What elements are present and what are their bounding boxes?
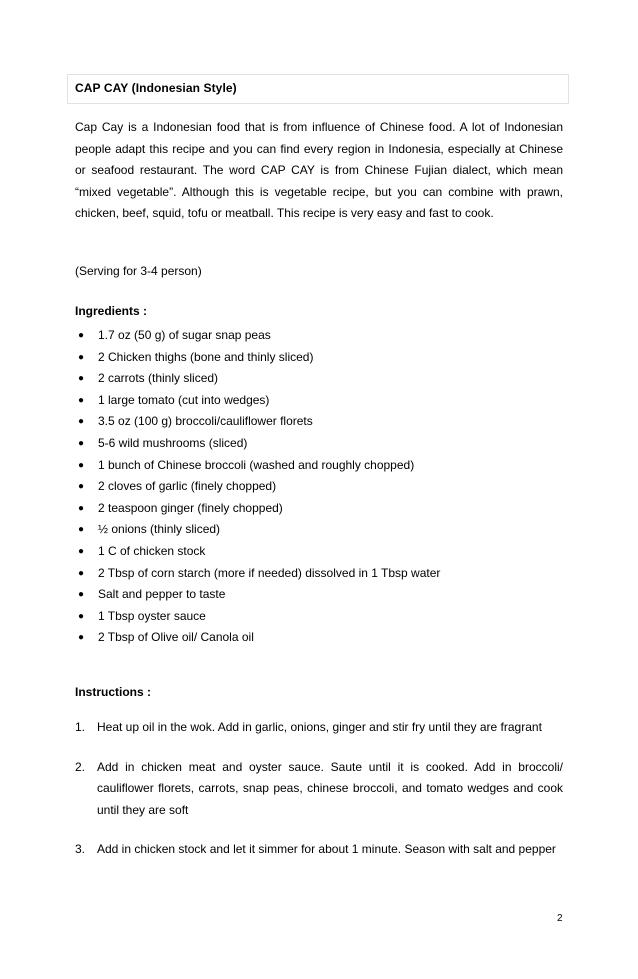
ingredient-text: 2 Tbsp of corn starch (more if needed) dissolved in 1 Tbsp water bbox=[98, 565, 441, 580]
bullet-icon: ● bbox=[78, 632, 85, 644]
bullet-icon: ● bbox=[78, 481, 85, 493]
ingredient-text: 1 C of chicken stock bbox=[98, 543, 206, 558]
step-text: Add in chicken stock and let it simmer for about 1 minute. Season with salt and pepper bbox=[97, 842, 556, 856]
step-number: 1. bbox=[75, 720, 86, 734]
ingredient-text: 2 cloves of garlic (finely chopped) bbox=[98, 479, 277, 494]
ingredient-item bbox=[75, 347, 565, 369]
intro-paragraph: Cap Cay is a Indonesian food that is from influence of Chinese food. A lot of Indonesian people adapt this recipe and you can find every region in Indonesia, especially at Chinese or seafood restaurant. The word CAP CAY is from Chinese Fujian dialect, which mean “mixed vegetable”. Although this is vegetable recipe, but you can combine with prawn, chicken, beef, squid, tofu or meatball. This recipe is very easy and fast to cook. bbox=[75, 120, 563, 220]
ingredient-text: 1 Tbsp oyster sauce bbox=[98, 608, 206, 623]
instruction-step bbox=[75, 839, 563, 861]
ingredients-list bbox=[75, 325, 565, 649]
ingredient-text: 2 teaspoon ginger (finely chopped) bbox=[98, 500, 283, 515]
instruction-step bbox=[75, 757, 563, 822]
ingredient-text: 1 large tomato (cut into wedges) bbox=[98, 392, 270, 407]
ingredient-item bbox=[75, 627, 565, 649]
step-text: Add in chicken meat and oyster sauce. Saute until it is cooked. Add in broccoli/ cauliflower florets, carrots, snap peas, chinese broccoli, and tomato wedges and cook until they are soft bbox=[97, 759, 563, 817]
recipe-title: CAP CAY (Indonesian Style) bbox=[67, 74, 569, 104]
bullet-icon: ● bbox=[78, 437, 85, 449]
ingredient-text: 2 carrots (thinly sliced) bbox=[98, 371, 219, 386]
ingredient-item bbox=[75, 433, 565, 455]
ingredient-item bbox=[75, 498, 565, 520]
bullet-icon: ● bbox=[78, 459, 85, 471]
bullet-icon: ● bbox=[78, 330, 85, 341]
bullet-icon: ● bbox=[78, 351, 85, 363]
ingredients-heading: Ingredients : bbox=[75, 304, 148, 318]
bullet-icon: ● bbox=[78, 373, 85, 385]
ingredient-text: 2 Chicken thighs (bone and thinly sliced) bbox=[98, 349, 314, 364]
bullet-icon: ● bbox=[78, 394, 85, 406]
ingredient-item bbox=[75, 476, 565, 498]
ingredient-item bbox=[75, 606, 565, 628]
bullet-icon: ● bbox=[78, 502, 85, 514]
ingredient-item bbox=[75, 519, 565, 541]
instructions-heading: Instructions : bbox=[75, 685, 152, 699]
bullet-icon: ● bbox=[78, 589, 85, 601]
serving-note: (Serving for 3-4 person) bbox=[75, 264, 202, 278]
bullet-icon: ● bbox=[78, 524, 85, 536]
ingredient-text: 2 Tbsp of Olive oil/ Canola oil bbox=[98, 630, 254, 645]
step-number: 3. bbox=[75, 842, 86, 856]
ingredient-item bbox=[75, 368, 565, 390]
ingredient-item bbox=[75, 455, 565, 477]
ingredient-text: 1.7 oz (50 g) of sugar snap peas bbox=[98, 328, 271, 342]
ingredient-text: ½ onions (thinly sliced) bbox=[98, 522, 221, 537]
ingredient-item bbox=[75, 563, 565, 585]
bullet-icon: ● bbox=[78, 416, 85, 428]
ingredient-text: 3.5 oz (100 g) broccoli/cauliflower florets bbox=[98, 414, 313, 429]
ingredient-item bbox=[75, 411, 565, 433]
bullet-icon: ● bbox=[78, 610, 85, 622]
ingredient-text: Salt and pepper to taste bbox=[98, 587, 226, 602]
ingredient-item bbox=[75, 584, 565, 606]
ingredient-item bbox=[75, 325, 565, 347]
instruction-step bbox=[75, 717, 563, 739]
page-number: 2 bbox=[557, 913, 563, 924]
bullet-icon: ● bbox=[78, 545, 85, 557]
ingredient-item bbox=[75, 541, 565, 563]
bullet-icon: ● bbox=[78, 567, 85, 579]
instructions-list bbox=[75, 717, 563, 879]
ingredient-text: 1 bunch of Chinese broccoli (washed and roughly chopped) bbox=[98, 457, 415, 472]
ingredient-item bbox=[75, 390, 565, 412]
step-number: 2. bbox=[75, 759, 86, 774]
ingredient-text: 5-6 wild mushrooms (sliced) bbox=[98, 435, 248, 450]
step-text: Heat up oil in the wok. Add in garlic, onions, ginger and stir fry until they are fragrant bbox=[97, 720, 542, 734]
